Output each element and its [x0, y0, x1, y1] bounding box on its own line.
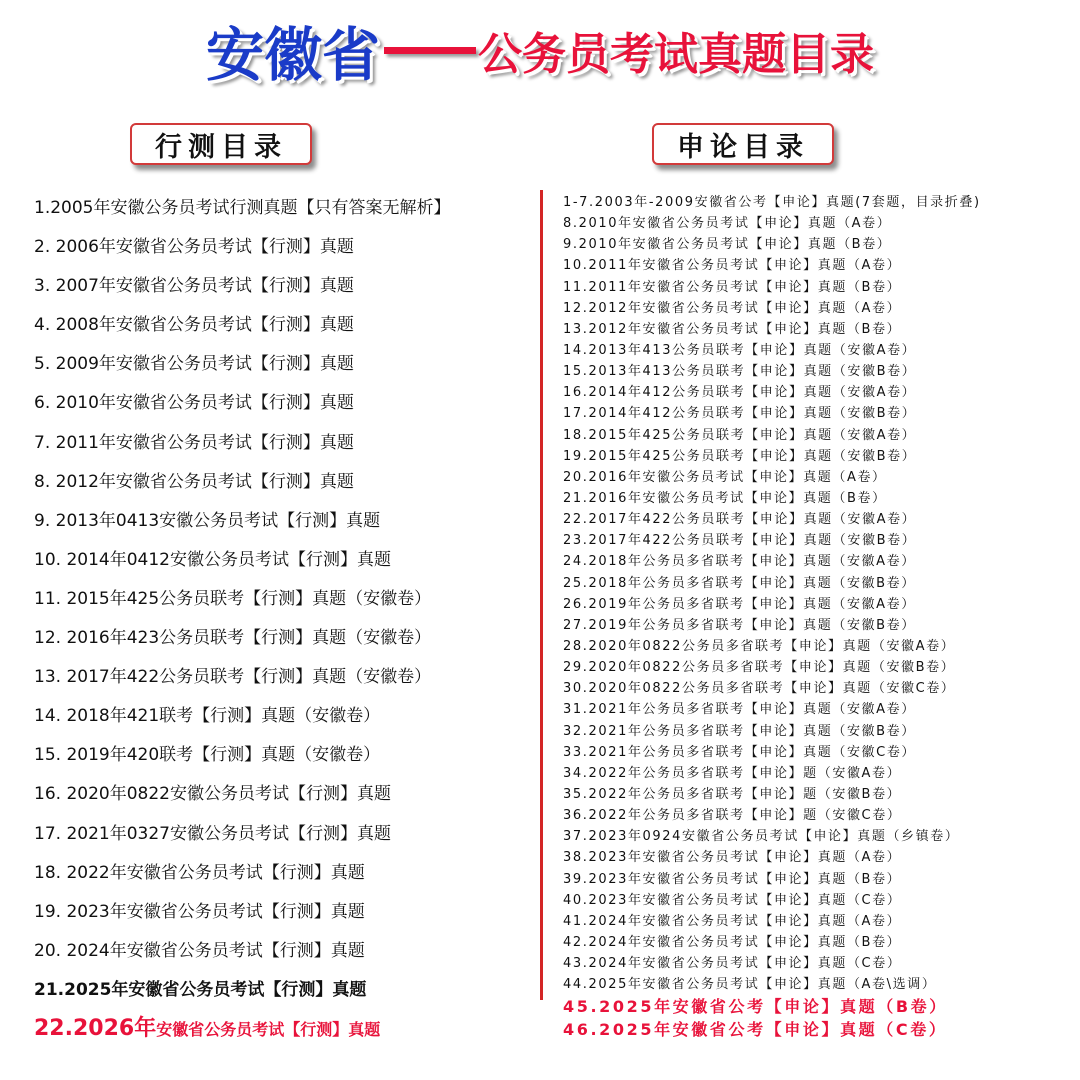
column-divider	[540, 190, 543, 1000]
list-item: 27.2019年公务员多省联考【申论】真题（安徽B卷）	[563, 617, 916, 633]
list-item-highlight: 45.2025年安徽省公考【申论】真题（B卷）	[563, 997, 948, 1017]
xingce-section-header: 行测目录	[130, 123, 312, 165]
list-item: 43.2024年安徽省公务员考试【申论】真题（C卷）	[563, 956, 902, 972]
list-item: 24.2018年公务员多省联考【申论】真题（安徽A卷）	[563, 554, 916, 570]
list-item: 22.2017年422公务员联考【申论】真题（安徽A卷）	[563, 512, 917, 528]
list-item: 13.2012年安徽省公务员考试【申论】真题（B卷）	[563, 321, 902, 337]
list-item: 20. 2024年安徽省公务员考试【行测】真题	[34, 940, 365, 961]
list-item: 44.2025年安徽省公务员考试【申论】真题（A卷\选调）	[563, 977, 937, 993]
list-item: 1-7.2003年-2009安徽省公考【申论】真题(7套题，目录折叠)	[563, 195, 981, 210]
list-item: 6. 2010年安徽省公务员考试【行测】真题	[34, 393, 354, 414]
list-item: 21.2016年安徽公务员考试【申论】真题（B卷）	[563, 490, 887, 506]
list-item: 28.2020年0822公务员多省联考【申论】真题（安徽A卷）	[563, 638, 956, 654]
list-item: 17.2014年412公务员联考【申论】真题（安徽B卷）	[563, 406, 917, 422]
list-item: 10.2011年安徽省公务员考试【申论】真题（A卷）	[563, 258, 902, 274]
list-item: 19. 2023年安徽省公务员考试【行测】真题	[34, 901, 365, 922]
highlight-year: 22.2026年	[34, 1015, 157, 1041]
list-item: 12. 2016年423公务员联考【行测】真题（安徽卷）	[34, 628, 432, 649]
list-item: 19.2015年425公务员联考【申论】真题（安徽B卷）	[563, 448, 917, 464]
shenlun-list	[563, 192, 1073, 1041]
list-item: 20.2016年安徽公务员考试【申论】真题（A卷）	[563, 469, 887, 485]
list-item: 37.2023年0924安徽省公务员考试【申论】真题（乡镇卷）	[563, 829, 960, 845]
list-item: 30.2020年0822公务员多省联考【申论】真题（安徽C卷）	[563, 681, 956, 697]
list-item: 34.2022年公务员多省联考【申论】题（安徽A卷）	[563, 765, 902, 781]
list-item: 14. 2018年421联考【行测】真题（安徽卷）	[34, 706, 381, 727]
list-item: 38.2023年安徽省公务员考试【申论】真题（A卷）	[563, 850, 902, 866]
list-item: 35.2022年公务员多省联考【申论】题（安徽B卷）	[563, 786, 902, 802]
list-item: 15.2013年413公务员联考【申论】真题（安徽B卷）	[563, 364, 917, 380]
list-item: 8. 2012年安徽省公务员考试【行测】真题	[34, 471, 354, 492]
list-item: 15. 2019年420联考【行测】真题（安徽卷）	[34, 745, 381, 766]
list-item: 14.2013年413公务员联考【申论】真题（安徽A卷）	[563, 342, 917, 358]
list-item: 29.2020年0822公务员多省联考【申论】真题（安徽B卷）	[563, 660, 956, 676]
list-item-highlight	[34, 1011, 524, 1050]
list-item: 5. 2009年安徽省公务员考试【行测】真题	[34, 354, 354, 375]
list-item: 31.2021年公务员多省联考【申论】真题（安徽A卷）	[563, 702, 916, 718]
list-item: 18. 2022年安徽省公务员考试【行测】真题	[34, 862, 365, 883]
list-item: 36.2022年公务员多省联考【申论】题（安徽C卷）	[563, 808, 902, 824]
list-item-highlight: 46.2025年安徽省公考【申论】真题（C卷）	[563, 1020, 948, 1040]
list-item: 17. 2021年0327安徽公务员考试【行测】真题	[34, 823, 391, 844]
list-item: 10. 2014年0412安徽公务员考试【行测】真题	[34, 549, 391, 570]
list-item: 23.2017年422公务员联考【申论】真题（安徽B卷）	[563, 533, 917, 549]
list-item: 3. 2007年安徽省公务员考试【行测】真题	[34, 276, 354, 297]
list-item: 11.2011年安徽省公务员考试【申论】真题（B卷）	[563, 279, 902, 295]
list-item: 1.2005年安徽公务员考试行测真题【只有答案无解析】	[34, 198, 451, 218]
list-item: 16.2014年412公务员联考【申论】真题（安徽A卷）	[563, 385, 917, 401]
highlight-text: 安徽省公务员考试【行测】真题	[156, 1019, 381, 1039]
list-item: 21.2025年安徽省公务员考试【行测】真题	[34, 979, 367, 1000]
title-province: 安徽省	[205, 21, 380, 89]
xingce-list	[34, 190, 524, 1050]
title-dash-divider	[384, 47, 476, 54]
list-item: 8.2010年安徽省公务员考试【申论】真题（A卷）	[563, 216, 892, 232]
list-item: 40.2023年安徽省公务员考试【申论】真题（C卷）	[563, 892, 902, 908]
list-item: 33.2021年公务员多省联考【申论】真题（安徽C卷）	[563, 744, 917, 760]
list-item: 26.2019年公务员多省联考【申论】真题（安徽A卷）	[563, 596, 916, 612]
list-item: 39.2023年安徽省公务员考试【申论】真题（B卷）	[563, 871, 902, 887]
shenlun-section-header: 申论目录	[652, 123, 834, 165]
page-title	[0, 8, 1080, 88]
list-item: 18.2015年425公务员联考【申论】真题（安徽A卷）	[563, 427, 917, 443]
list-item: 4. 2008年安徽省公务员考试【行测】真题	[34, 315, 354, 336]
list-item: 41.2024年安徽省公务员考试【申论】真题（A卷）	[563, 913, 902, 929]
list-item: 9.2010年安徽省公务员考试【申论】真题（B卷）	[563, 237, 892, 253]
list-item: 13. 2017年422公务员联考【行测】真题（安徽卷）	[34, 667, 432, 688]
list-item: 11. 2015年425公务员联考【行测】真题（安徽卷）	[34, 588, 432, 609]
list-item: 2. 2006年安徽省公务员考试【行测】真题	[34, 237, 354, 258]
title-subject: 公务员考试真题目录	[478, 29, 874, 80]
list-item: 32.2021年公务员多省联考【申论】真题（安徽B卷）	[563, 723, 916, 739]
list-item: 12.2012年安徽省公务员考试【申论】真题（A卷）	[563, 300, 902, 316]
list-item: 7. 2011年安徽省公务员考试【行测】真题	[34, 432, 354, 453]
list-item: 25.2018年公务员多省联考【申论】真题（安徽B卷）	[563, 575, 916, 591]
list-item: 42.2024年安徽省公务员考试【申论】真题（B卷）	[563, 934, 902, 950]
list-item: 16. 2020年0822安徽公务员考试【行测】真题	[34, 784, 391, 805]
list-item: 9. 2013年0413安徽公务员考试【行测】真题	[34, 510, 381, 531]
